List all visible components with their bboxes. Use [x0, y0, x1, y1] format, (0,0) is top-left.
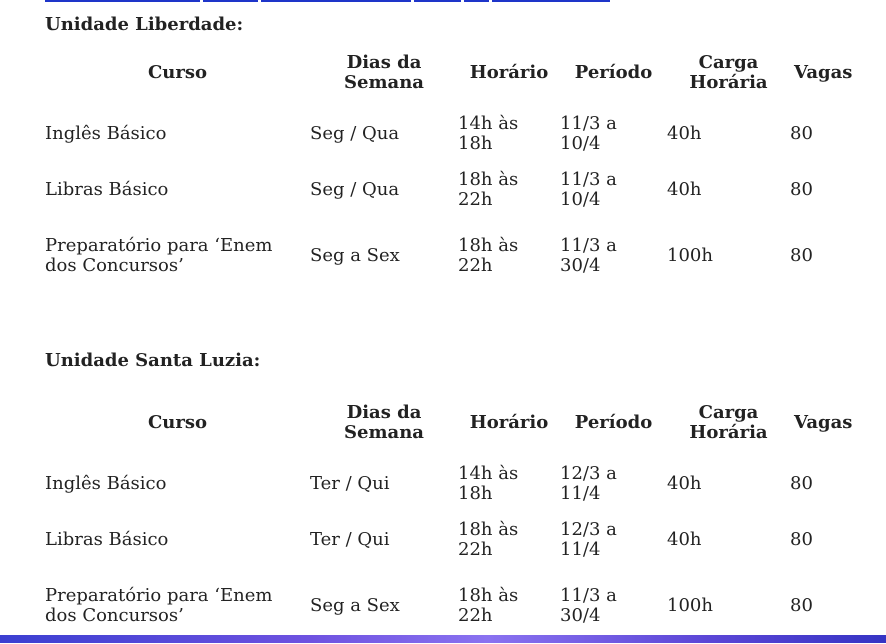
cell-periodo: 11/3 a 10/4: [560, 113, 617, 154]
cell-curso: Inglês Básico: [45, 123, 167, 144]
cell-vagas: 80: [790, 595, 813, 616]
cell-dias: Seg / Qua: [310, 179, 400, 200]
table-row: [45, 512, 855, 568]
cell-curso: Libras Básico: [45, 529, 169, 550]
cell-periodo: 11/3 a 10/4: [560, 169, 617, 210]
link-underline[interactable]: [492, 0, 610, 2]
cell-horario: 14h às 18h: [458, 463, 519, 504]
schedule-table-santa-luzia: [45, 390, 855, 644]
cell-vagas: 80: [790, 123, 813, 144]
table-row: [45, 568, 855, 644]
column-header-curso: Curso: [147, 62, 208, 83]
column-header-vagas: Vagas: [794, 62, 853, 83]
section-title-liberdade: Unidade Liberdade:: [45, 14, 244, 35]
table-row: [45, 162, 855, 218]
cell-dias: Seg a Sex: [310, 245, 400, 266]
link-underline[interactable]: [261, 0, 411, 2]
cell-horario: 18h às 22h: [458, 585, 519, 626]
column-header-curso: Curso: [147, 412, 208, 433]
column-header-vagas: Vagas: [794, 412, 853, 433]
column-header-dias: Dias da Semana: [344, 402, 424, 443]
column-header-dias: Dias da Semana: [344, 52, 424, 93]
cell-carga: 40h: [667, 123, 702, 144]
section-title-santa-luzia: Unidade Santa Luzia:: [45, 350, 261, 371]
column-header-horario: Horário: [469, 412, 549, 433]
table-header-row: [45, 40, 855, 106]
cell-carga: 100h: [667, 595, 713, 616]
cell-vagas: 80: [790, 245, 813, 266]
schedule-table-liberdade: [45, 40, 855, 294]
cell-dias: Seg a Sex: [310, 595, 400, 616]
cell-periodo: 12/3 a 11/4: [560, 463, 617, 504]
cell-vagas: 80: [790, 529, 813, 550]
cell-periodo: 11/3 a 30/4: [560, 585, 617, 626]
table-row: [45, 106, 855, 162]
cell-vagas: 80: [790, 473, 813, 494]
cell-vagas: 80: [790, 179, 813, 200]
cell-curso: Preparatório para ‘Enem dos Concursos’: [45, 235, 273, 276]
column-header-carga: Carga Horária: [689, 52, 768, 93]
column-header-carga: Carga Horária: [689, 402, 768, 443]
cell-curso: Libras Básico: [45, 179, 169, 200]
cell-dias: Ter / Qui: [310, 529, 390, 550]
cell-carga: 40h: [667, 179, 702, 200]
cell-carga: 40h: [667, 473, 702, 494]
cell-carga: 100h: [667, 245, 713, 266]
cell-curso: Preparatório para ‘Enem dos Concursos’: [45, 585, 273, 626]
cell-dias: Ter / Qui: [310, 473, 390, 494]
link-underline[interactable]: [414, 0, 461, 2]
link-underline[interactable]: [464, 0, 489, 2]
cell-horario: 18h às 22h: [458, 235, 519, 276]
cell-periodo: 12/3 a 11/4: [560, 519, 617, 560]
cell-periodo: 11/3 a 30/4: [560, 235, 617, 276]
column-header-horario: Horário: [469, 62, 549, 83]
cell-carga: 40h: [667, 529, 702, 550]
cell-horario: 18h às 22h: [458, 519, 519, 560]
column-header-periodo: Período: [574, 62, 653, 83]
link-underline[interactable]: [203, 0, 258, 2]
table-header-row: [45, 390, 855, 456]
link-underline[interactable]: [45, 0, 200, 2]
footer-gradient-bar: [0, 635, 886, 643]
table-row: [45, 456, 855, 512]
column-header-periodo: Período: [574, 412, 653, 433]
cell-dias: Seg / Qua: [310, 123, 400, 144]
cell-horario: 14h às 18h: [458, 113, 519, 154]
cell-curso: Inglês Básico: [45, 473, 167, 494]
table-row: [45, 218, 855, 294]
cell-horario: 18h às 22h: [458, 169, 519, 210]
